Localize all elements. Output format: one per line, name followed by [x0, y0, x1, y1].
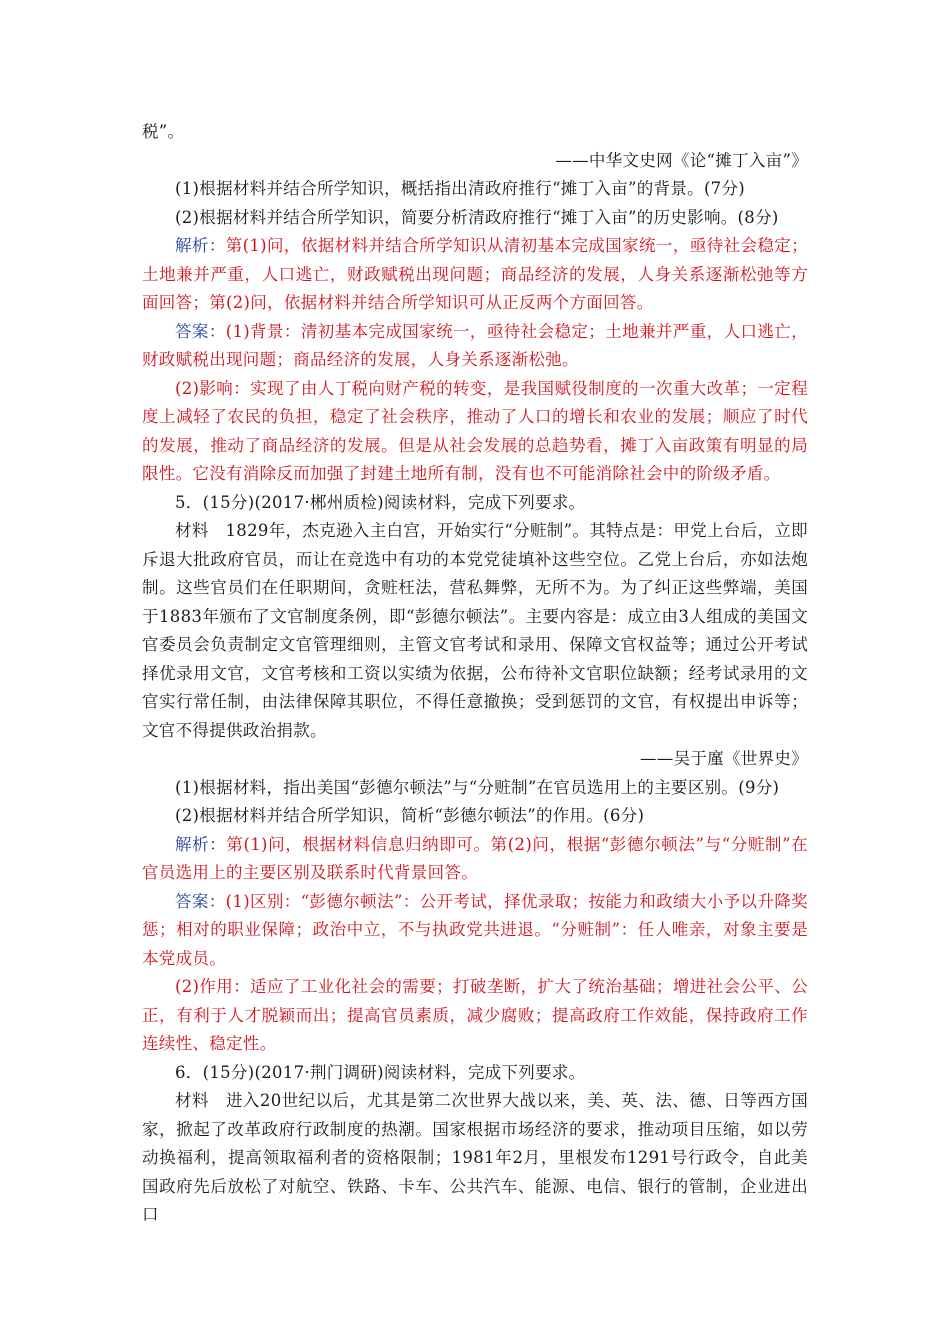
analysis-text: 第(1)问，依据材料并结合所学知识从清初基本完成国家统一，亟待社会稳定；土地兼并严重，人口逃亡，财政赋税出现问题；商品经济的发展，人身关系逐渐松弛等方面回答；第(2)问，依据材料并结合所学知识可从正反两个方面回答。: [142, 236, 809, 312]
answer-4-2: (2)影响：实现了由人丁税向财产税的转变，是我国赋役制度的一次重大改革；一定程度上减轻了农民的负担，稳定了社会秩序，推动了人口的增长和农业的发展；顺应了时代的发展，推动了商品经济的发展。但是从社会发展的总趋势看，摊丁入亩政策有明显的局限性。它没有消除反而加强了封建土地所有制，没有也不可能消除社会中的阶级矛盾。: [142, 378, 808, 483]
answer-text: (1)背景：清初基本完成国家统一，亟待社会稳定；土地兼并严重，人口逃亡，财政赋税出现问题；商品经济的发展，人身关系逐渐松弛。: [142, 321, 809, 369]
analysis-text: 第(1)问，根据材料信息归纳即可。第(2)问，根据“彭德尔顿法”与“分赃制”在官员选用上的主要区别及联系时代背景回答。: [142, 834, 809, 882]
analysis-label: 解析：: [175, 834, 227, 854]
question-4-2: (2)根据材料并结合所学知识，简要分析清政府推行“摊丁入亩”的历史影响。(8分): [175, 207, 779, 227]
material-tail: 税”。: [142, 122, 185, 141]
analysis-5: [142, 831, 808, 888]
document-page: [142, 118, 808, 1230]
question-5-header: 5．(15分)(2017·郴州质检)阅读材料，完成下列要求。: [175, 492, 586, 512]
question-6-header: 6．(15分)(2017·荆门调研)阅读材料，完成下列要求。: [175, 1062, 586, 1082]
material-6: 材料 进入20世纪以后，尤其是第二次世界大战以来，美、英、法、德、日等西方国家，掀起了改革政府行政制度的热潮。国家根据市场经济的要求，推动项目压缩，如以劳动换福利，提高领取福利者的资格限制；1981年2月，里根发布1291号行政令，自此美国政府先后放松了对航空、铁路、卡车、公共汽车、能源、电信、银行的管制，企业进出口: [142, 1091, 808, 1224]
question-4-1: (1)根据材料并结合所学知识，概括指出清政府推行“摊丁入亩”的背景。(7分): [175, 179, 746, 198]
answer-5-2: (2)作用：适应了工业化社会的需要；打破垄断，扩大了统治基础；增进社会公平、公正，有利于人才脱颖而出；提高官员素质，减少腐败；提高政府工作效能，保持政府工作连续性、稳定性。: [142, 977, 808, 1053]
answer-label: 答案：: [175, 321, 226, 341]
source-citation: ——吴于廑《世界史》: [640, 749, 808, 768]
analysis-label: 解析：: [175, 236, 226, 255]
source-citation: ——中华文史网《论“摊丁入亩”》: [555, 150, 808, 170]
answer-label: 答案：: [175, 891, 226, 911]
material-5: 材料 1829年，杰克逊入主白宫，开始实行“分赃制”。其特点是：甲党上台后，立即斥退大批政府官员，而让在竞选中有功的本党党徒填补这些空位。乙党上台后，亦如法炮制。这些官员们在任职期间，贪赃枉法，营私舞弊，无所不为。为了纠正这些弊端，美国于1883年颁布了文官制度条例，即“彭德尔顿法”。主要内容是：成立由3人组成的美国文官委员会负责制定文官管理细则，主管文官考试和录用、保障文官权益等；通过公开考试择优录用文官，文官考核和工资以实绩为依据，公布待补文官职位缺额；经考试录用的文官实行常任制，由法律保障其职位，不得任意撤换；受到惩罚的文官，有权提出申诉等；文官不得提供政治捐款。: [142, 521, 808, 740]
question-5-2: (2)根据材料并结合所学知识，简析“彭德尔顿法”的作用。(6分): [175, 806, 645, 825]
answer-4-1: [142, 318, 808, 375]
answer-5-1: [142, 888, 808, 974]
question-5-1: (1)根据材料，指出美国“彭德尔顿法”与“分赃制”在官员选用上的主要区别。(9分): [175, 777, 780, 797]
analysis-4: [142, 232, 808, 318]
answer-text: (1)区别：“彭德尔顿法”：公开考试，择优录取；按能力和政绩大小予以升降奖惩；相对的职业保障；政治中立，不与执政党共进退。“分赃制”：任人唯亲，对象主要是本党成员。: [142, 891, 809, 968]
